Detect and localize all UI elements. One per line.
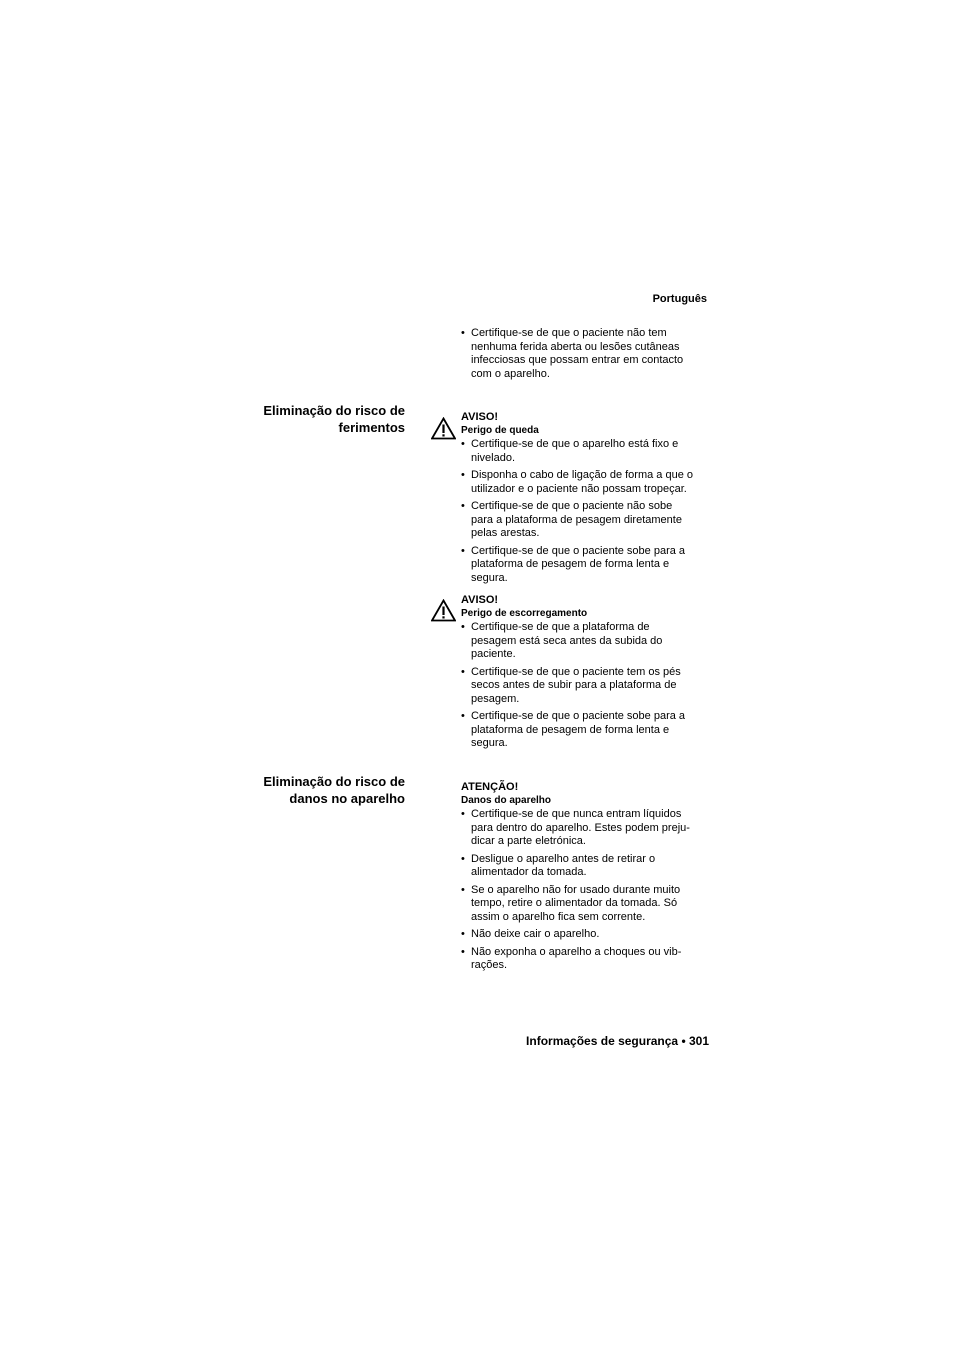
list-item: • Certifique-se de que o paciente não sobe para a plataforma de pesagem diretamente pelas arestas. — [461, 500, 711, 541]
list-item: • Não deixe cair o aparelho. — [461, 928, 711, 942]
warning-title: AVISO! — [461, 594, 499, 606]
caution-block — [461, 781, 711, 977]
intro-block — [461, 327, 711, 385]
list-item: • Se o aparelho não for usado durante muito tempo, retire o alimentador da tomada. Só assim o aparelho fica sem corrente. — [461, 884, 711, 925]
list-item: • Não exponha o aparelho a choques ou vib- rações. — [461, 946, 711, 973]
warning-triangle-icon — [431, 417, 456, 440]
page-footer: Informações de segurança • 301 — [526, 1034, 709, 1048]
list-item: • Certifique-se de que o aparelho está fixo e nivelado. — [461, 438, 711, 465]
list-item: • Certifique-se de que o paciente não tem nenhuma ferida aberta ou lesões cutâneas infecciosas que possam entrar em contacto com o aparelho. — [461, 327, 711, 381]
caution-subtitle: Danos do aparelho — [461, 795, 552, 806]
warning-triangle-icon — [431, 599, 456, 622]
list-item: • Certifique-se de que o paciente sobe para a plataforma de pesagem de forma lenta e segura. — [461, 710, 711, 751]
list-item: • Certifique-se de que o paciente tem os pés secos antes de subir para a plataforma de pesagem. — [461, 666, 711, 707]
warning-title: AVISO! — [461, 411, 499, 423]
language-label: Português — [652, 293, 707, 305]
list-item: • Certifique-se de que a plataforma de pesagem está seca antes da subida do paciente. — [461, 621, 711, 662]
list-item: • Desligue o aparelho antes de retirar o alimentador da tomada. — [461, 853, 711, 880]
warning-subtitle: Perigo de escorregamento — [461, 608, 588, 619]
list-item: • Disponha o cabo de ligação de forma a que o utilizador e o paciente não possam tropeçar. — [461, 469, 711, 496]
section-heading-device-damage: Eliminação do risco de danos no aparelho — [263, 774, 405, 806]
list-item: • Certifique-se de que o paciente sobe para a plataforma de pesagem de forma lenta e segura. — [461, 545, 711, 586]
list-item: • Certifique-se de que nunca entram líquidos para dentro do aparelho. Estes podem preju- dicar a parte eletrónica. — [461, 808, 711, 849]
section-heading-injury: Eliminação do risco de ferimentos — [263, 403, 405, 435]
warning-subtitle: Perigo de queda — [461, 425, 539, 436]
warning-block-slip — [461, 594, 711, 755]
caution-title: ATENÇÃO! — [461, 781, 519, 793]
warning-block-fall — [461, 411, 711, 589]
